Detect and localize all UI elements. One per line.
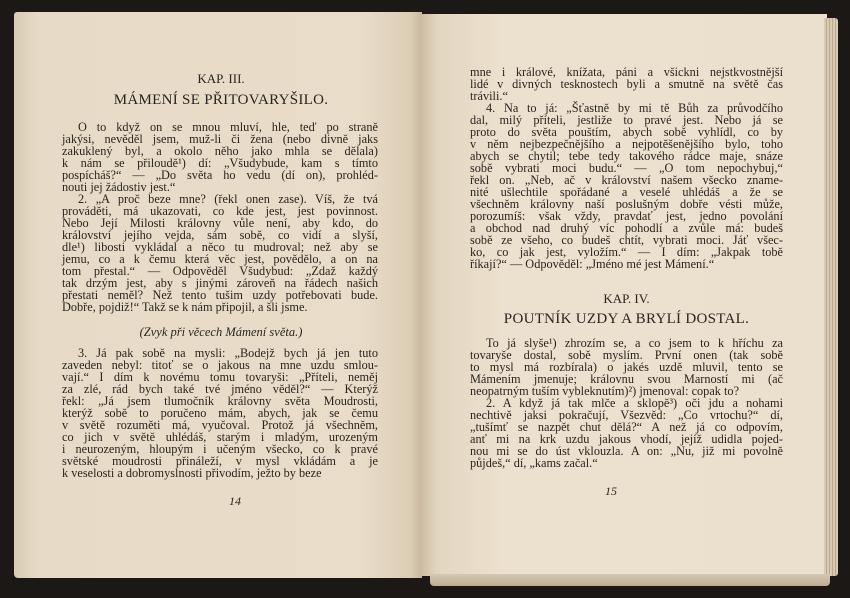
text-line: co jich v světě uhlédáš, starým i mladým, urozeným bbox=[62, 430, 378, 444]
text-line: „tušímť se nazpět chut dělá?“ A než já co odpovím, bbox=[470, 420, 783, 434]
chapter-title: MÁMENÍ SE PŘITOVARYŠILO. bbox=[113, 92, 329, 108]
text-line: nouti jej žádostiv jest.“ bbox=[62, 180, 176, 194]
chapter-number: KAP. IV. bbox=[603, 291, 650, 306]
text-line: O to když on se mnou mluví, hle, teď po straně bbox=[78, 120, 378, 134]
text-line: i neurozeným, hloupým i učeným všecko, co k pravé bbox=[62, 442, 378, 456]
text-line: pospícháš?“ — „Do světa ho vedu (dí on), prohléd- bbox=[62, 168, 378, 182]
text-line: zakuklený byl, a okolo něho jako mhla se dělala) bbox=[62, 144, 378, 158]
text-line: Nebo Její Milosti královny vůle není, aby kdo, do bbox=[62, 216, 378, 230]
text-line: abych se chytil; tebe tedy takového rádce maje, snáze bbox=[470, 149, 783, 163]
text-line: trávili.“ bbox=[470, 89, 508, 103]
text-line: lidé v divných tesknostech byli a smutně na světě čas bbox=[470, 77, 783, 91]
text-line: tom přestal.“ — Odpověděl Všudybud: „Zdaž každý bbox=[62, 264, 378, 278]
text-line: kterýž sobě to poručeno mám, abych, jak se čemu bbox=[62, 406, 378, 420]
text-line: k veselosti a dobromyslnosti přivodím, ježto by beze bbox=[62, 466, 322, 480]
text-line: sobě vybrati moci budu.“ — „O tom nepochybuj,“ bbox=[470, 161, 783, 175]
text-line: řekl: „Já jsem tlumočník královny světa Moudrosti, bbox=[62, 394, 378, 408]
text-line: Dobře, pojdiž!“ Takž se k nám připojil, a šli jsme. bbox=[62, 300, 308, 314]
text-line: říkají?“ — Odpověděl: „Jméno mé jest Mámení.“ bbox=[470, 257, 715, 271]
text-line: a obchod nad druhý víc pohodlí a zvůle má: budeš bbox=[470, 221, 783, 235]
chapter-title: POUTNÍK UZDY A BRYLÍ DOSTAL. bbox=[503, 311, 750, 327]
text-line: nou mi se do úst vklouzla. A on: „Nu, již mi povolně bbox=[470, 444, 783, 458]
chapter-number: KAP. III. bbox=[197, 71, 245, 86]
text-line: světské moudrosti přináleží, v mysl vkládám a je bbox=[62, 454, 378, 468]
text-line: tovaryše dostal, sobě myslím. První onen (tak sobě bbox=[470, 348, 783, 362]
text-block bbox=[62, 121, 378, 313]
text-line: jakýsi, nevěděl jsem, muž-li či žena (nebo divně jaks bbox=[62, 132, 378, 146]
text-line: jemu, co a k čemu která věc jest, povědělo, a on na bbox=[62, 252, 378, 266]
text-line: království jejího vejda, sám sobě, co vidí a slyší, bbox=[62, 228, 378, 242]
text-line: 4. Na to já: „Šťastně by mi tě Bůh za průvodčího bbox=[486, 101, 783, 115]
text-line: přestati neměl? Než tento tušim uzdy potřebovati bude. bbox=[62, 288, 378, 302]
text-block bbox=[470, 337, 783, 469]
text-line: To já slyše¹) zhrozím se, a co jsem to k hříchu za bbox=[486, 336, 783, 350]
text-line: 2. „A proč beze mne? (řekl onen zase). Víš, že tvá bbox=[78, 192, 378, 206]
text-block bbox=[470, 66, 783, 270]
text-line: vají.“ I dím k novému tomu tovaryši: „Příteli, neměj bbox=[62, 370, 378, 384]
text-line: porozumíš: však vždy, pravdať jest, jedno povolání bbox=[470, 209, 783, 223]
page-number: 15 bbox=[605, 484, 617, 498]
text-line: řekl on. „Neb, ač v království našem všecko zname- bbox=[470, 173, 783, 187]
text-line: prováděti, má ukazovati, co kde jest, jest povinnost. bbox=[62, 204, 378, 218]
text-line: k nám se přiloudě¹) dí: „Všudybude, kam s tímto bbox=[62, 156, 378, 170]
text-line: mne i králové, knížata, páni a všickni nejstkvostnější bbox=[470, 65, 783, 79]
text-line: dal, milý příteli, jestliže to pravé jest. Nebo já se bbox=[470, 113, 783, 127]
text-block bbox=[62, 347, 378, 479]
text-line: v něm nejbezpečnějšího a nejpotěšenějšího bylo, toho bbox=[470, 137, 783, 151]
text-line: to mysl má rozbírala) o jakés uzdě mluvil, tento se bbox=[470, 360, 783, 374]
text-line: nité ušlechtile spořádané a veselé uhlédáš a že se bbox=[470, 185, 783, 199]
text-line: dle¹) libosti vykládal a něco tu mudroval; než aby se bbox=[62, 240, 378, 254]
book-bottom-edge bbox=[430, 574, 830, 586]
text-line: za zlé, rád bych také tvé jméno věděl?“ — Kterýž bbox=[62, 382, 378, 396]
text-line: zaveden nebyl: titoť se o jakous na mne uzdu smlou- bbox=[62, 358, 378, 372]
text-line: ko, co jak jest, vyložím.“ — I dím: „Jakpak tobě bbox=[470, 245, 783, 259]
text-line: 2. A když já tak mlče a sklopě³) oči jdu a nohami bbox=[486, 396, 783, 410]
text-line: neopatrným tuším vybleknutím)²) jmenoval: copak to? bbox=[470, 384, 740, 398]
text-line: tak drzým jest, aby s jinými zároveň na řádech našich bbox=[62, 276, 378, 290]
text-line: půjdeš,“ dí, „kams začal.“ bbox=[470, 456, 598, 470]
page-edges bbox=[824, 18, 838, 576]
text-line: anť mi na krk uzdu jakous vhodí, jejíž udidla pojed- bbox=[470, 432, 783, 446]
section-subheading: (Zvyk při věcech Mámení světa.) bbox=[139, 325, 303, 339]
text-line: nechtivě jaksi pokračují, Všezvěd: „Co vrtochu?“ dí, bbox=[470, 408, 783, 422]
text-line: všechněm královny naší poslušným dobře vésti může, bbox=[470, 197, 783, 211]
text-line: Mámením jmenuje; královnu svou Marností mi (ač bbox=[470, 372, 783, 386]
text-line: 3. Já pak sobě na mysli: „Bodejž bych já jen tuto bbox=[78, 346, 378, 360]
text-line: sobě ze všeho, co budeš chtít, vybrati moci. Jáť všec- bbox=[470, 233, 783, 247]
text-line: v světě rozuměti má, vyučoval. Protož já všechněm, bbox=[62, 418, 378, 432]
text-line: proto do světa pouštím, abych sobě vyhlídl, co by bbox=[470, 125, 783, 139]
page-number: 14 bbox=[229, 494, 241, 508]
